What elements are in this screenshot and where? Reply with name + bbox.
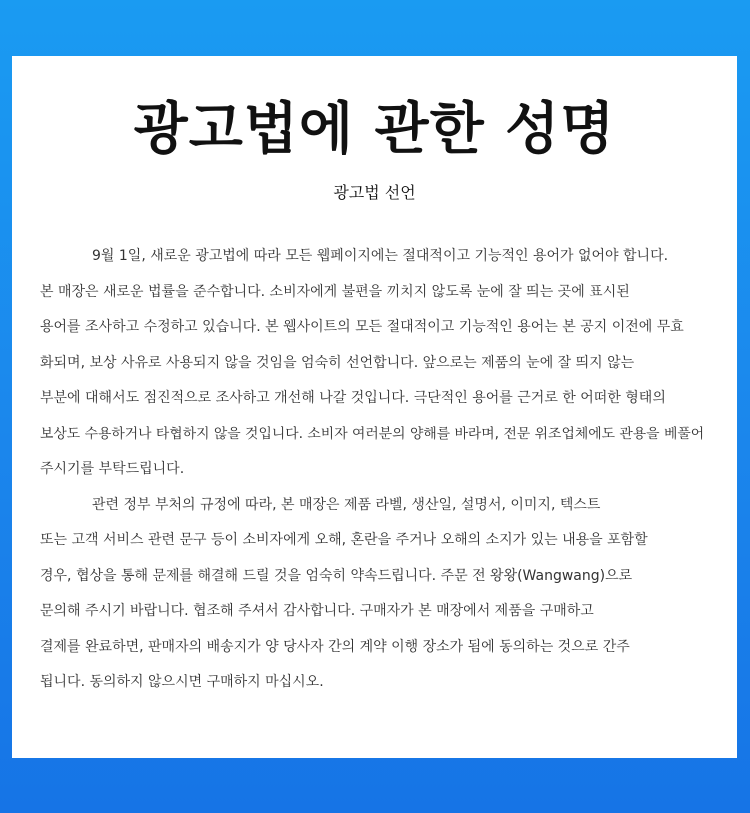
- paragraph-line: 또는 고객 서비스 관련 문구 등이 소비자에게 오해, 혼란을 주거나 오해의 소지가 있는 내용을 포함할: [40, 532, 648, 548]
- paragraph-line: 보상도 수용하거나 타협하지 않을 것입니다. 소비자 여러분의 양해를 바라며, 전문 위조업체에도 관용을 베풀어: [40, 425, 705, 442]
- paragraph-line: 문의해 주시기 바랍니다. 협조해 주셔서 감사합니다. 구매자가 본 매장에서 제품을 구매하고: [40, 603, 594, 619]
- paragraph-line: 됩니다. 동의하지 않으시면 구매하지 마십시오.: [40, 674, 324, 690]
- page-title: 광고법에 관한 성명: [133, 97, 616, 162]
- paragraph-line: 결제를 완료하면, 판매자의 배송지가 양 당사자 간의 계약 이행 장소가 됨에 동의하는 것으로 간주: [40, 638, 630, 655]
- statement-body: [40, 239, 705, 701]
- paragraph-line: 9월 1일, 새로운 광고법에 따라 모든 웹페이지에는 절대적이고 기능적인 용어가 없어야 합니다.: [92, 248, 669, 264]
- announcement-card: [12, 56, 737, 758]
- paragraph-line: 본 매장은 새로운 법률을 준수합니다. 소비자에게 불편을 끼치지 않도록 눈에 잘 띄는 곳에 표시된: [40, 283, 630, 300]
- paragraph-line: 화되며, 보상 사유로 사용되지 않을 것임을 엄숙히 선언합니다. 앞으로는 제품의 눈에 잘 띄지 않는: [40, 354, 635, 371]
- paragraph-1: [40, 239, 705, 488]
- paragraph-line: 경우, 협상을 통해 문제를 해결해 드릴 것을 엄숙히 약속드립니다. 주문 전 왕왕(Wangwang)으로: [40, 567, 633, 584]
- paragraph-line: 관련 정부 부처의 규정에 따라, 본 매장은 제품 라벨, 생산일, 설명서, 이미지, 텍스트: [92, 496, 601, 513]
- paragraph-2: [40, 488, 705, 701]
- paragraph-line: 부분에 대해서도 점진적으로 조사하고 개선해 나갈 것입니다. 극단적인 용어를 근거로 한 어떠한 형태의: [40, 390, 666, 406]
- paragraph-line: 용어를 조사하고 수정하고 있습니다. 본 웹사이트의 모든 절대적이고 기능적인 용어는 본 공지 이전에 무효: [40, 319, 684, 335]
- paragraph-line: 주시기를 부탁드립니다.: [40, 461, 185, 477]
- page-subtitle: 광고법 선언: [333, 183, 416, 202]
